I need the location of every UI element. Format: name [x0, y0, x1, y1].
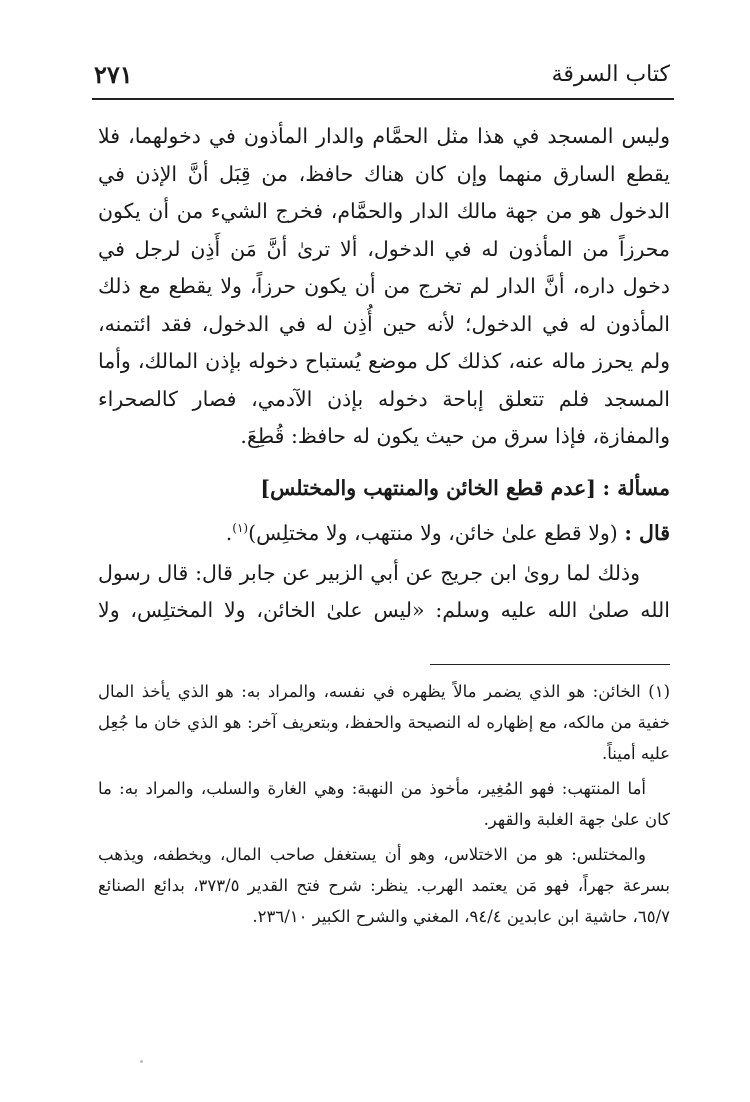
main-text-continued	[98, 555, 670, 629]
main-text	[98, 118, 670, 456]
running-header	[92, 58, 672, 96]
section-heading	[98, 470, 670, 506]
qal-label: قال :	[624, 520, 670, 545]
qal-end: .	[225, 520, 233, 545]
footnote-1: (١) الخائن: هو الذي يضمر مالاً يظهره في نفسه، والمراد به: هو الذي يأخذ المال خفية من مالكه، مع إظهاره له النصيحة والحفظ، وبتعريف آخر: هو الذي خان ما جُعِل عليه أميناً.	[98, 682, 670, 763]
footnote-1-part-2: أما المنتهب: فهو المُغِير، مأخوذ من النهبة: وهي الغارة والسلب، والمراد به: ما كان علىٰ جهة الغلبة والقهر.	[98, 779, 670, 829]
masala-title: [عدم قطع الخائن والمنتهب والمختلس]	[260, 476, 596, 500]
page-number: ٢٧١	[94, 60, 133, 89]
chapter-title: كتاب السرقة	[551, 62, 670, 87]
footnote-ref[interactable]: (١)	[232, 521, 249, 535]
footnotes	[98, 676, 670, 936]
paragraph: وذلك لما روىٰ ابن جريج عن أبي الزبير عن جابر قال: قال رسول الله صلىٰ الله عليه وسلم: «ليس علىٰ الخائن، ولا المختلِس، ولا	[98, 561, 670, 622]
qal-text: (ولا قطع علىٰ خائن، ولا منتهب، ولا مختلِس)	[248, 520, 618, 545]
quoted-statement	[98, 510, 670, 551]
masala-label: مسألة :	[602, 476, 670, 500]
scan-speck	[140, 1060, 143, 1063]
footnote-divider	[430, 664, 670, 665]
paragraph: وليس المسجد في هذا مثل الحمَّام والدار المأذون في دخولهما، فلا يقطع السارق منهما وإن كان هناك حافظ، من قِبَل أنَّ الإذن في الدخول هو من جهة مالك الدار والحمَّام، فخرج الشيء من أن يكون محرزاً من المأذون له في الدخول، ألا ترىٰ أنَّ مَن أَذِن لرجل في دخول داره، أنَّ الدار لم تخرج من أن يكون حرزاً، ولا يقطع مع ذلك المأذون له في الدخول؛ لأنه حين أُذِن له في الدخول، فقد ائتمنه، ولم يحرز ماله عنه، كذلك كل موضع يُستباح دخوله بإذن المالك، وأما المسجد فلم تتعلق إباحة دخوله بإذن الآدمي، فصار كالصحراء والمفازة، فإذا سرق من حيث يكون له حافظ: قُطِعَ.	[98, 124, 670, 448]
footnote-1-part-3: والمختلس: هو من الاختلاس، وهو أن يستغفل صاحب المال، ويخطفه، ويذهب بسرعة جهراً، فهو مَن يعتمد الهرب. ينظر: شرح فتح القدير ٣٧٣/٥، بدائع الصنائع ٦٥/٧، حاشية ابن عابدين ٩٤/٤، المغني والشرح الكبير ٢٣٦/١٠.	[98, 845, 670, 926]
header-divider	[92, 98, 674, 100]
